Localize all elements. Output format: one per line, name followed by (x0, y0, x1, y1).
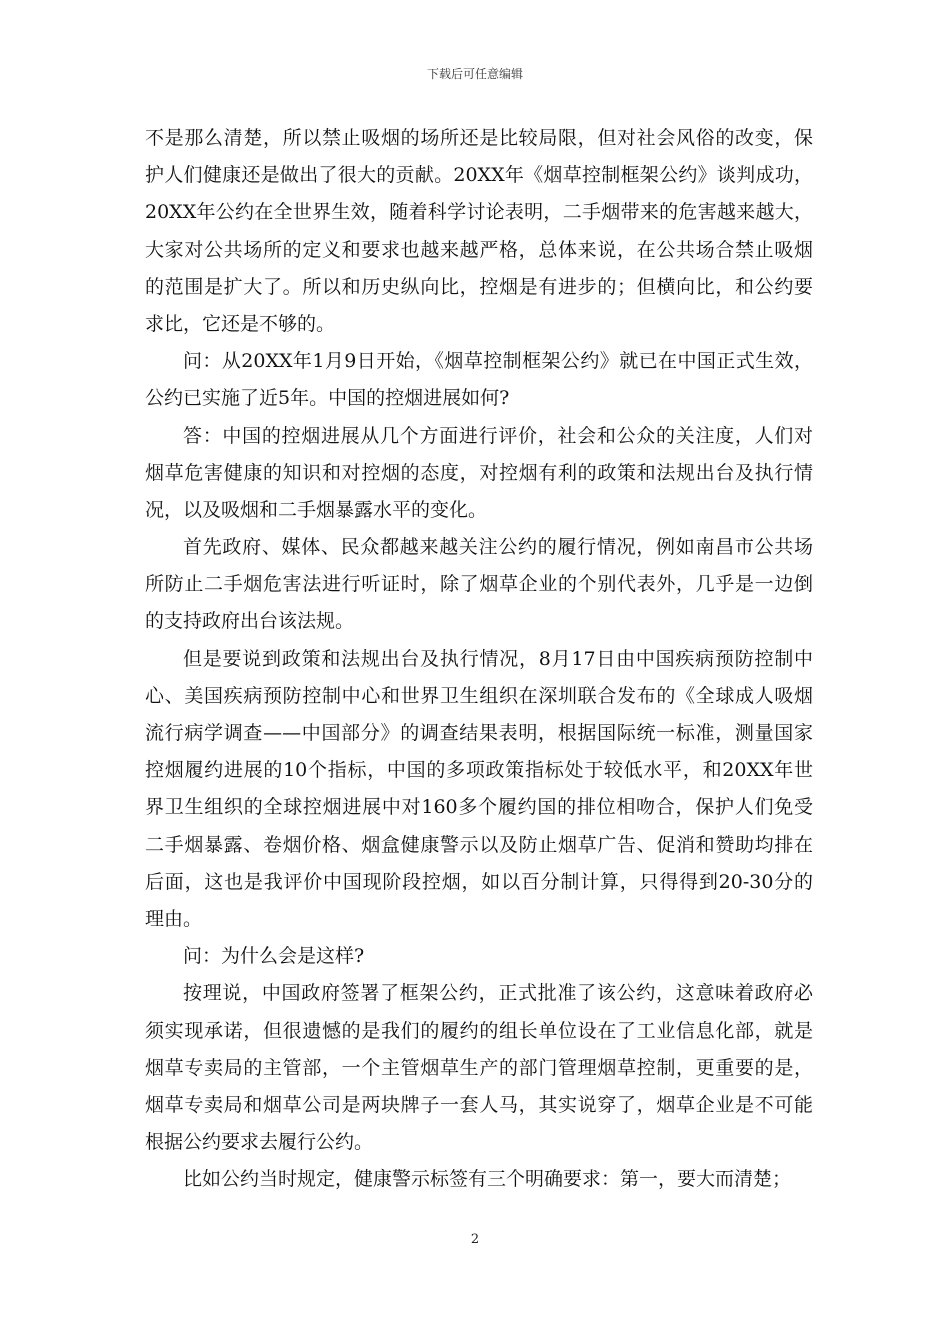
text-line: 烟草危害健康的知识和对控烟的态度，对控烟有利的政策和法规出台及执行情 (145, 461, 813, 484)
text-line: 答：中国的控烟进展从几个方面进行评价，社会和公众的关注度，人们对 (183, 424, 813, 447)
text-line: 求比，它还是不够的。 (145, 312, 336, 335)
text-line: 须实现承诺，但很遗憾的是我们的履约的组长单位设在了工业信息化部，就是 (145, 1019, 813, 1042)
paragraph (145, 529, 813, 641)
paragraph (145, 120, 813, 343)
text-line: 大家对公共场所的定义和要求也越来越严格，总体来说，在公共场合禁止吸烟 (145, 238, 813, 261)
text-line: 心、美国疾病预防控制中心和世界卫生组织在深圳联合发布的《全球成人吸烟 (145, 684, 813, 707)
text-line: 控烟履约进展的10个指标，中国的多项政策指标处于较低水平，和20XX年世 (145, 759, 813, 782)
text-line: 不是那么清楚，所以禁止吸烟的场所还是比较局限，但对社会风俗的改变，保 (145, 127, 813, 149)
text-line: 问：为什么会是这样? (183, 945, 365, 968)
text-line: 按理说，中国政府签署了框架公约，正式批准了该公约，这意味着政府必 (183, 982, 813, 1005)
text-line: 的范围是扩大了。所以和历史纵向比，控烟是有进步的；但横向比，和公约要 (145, 275, 813, 298)
text-line: 二手烟暴露、卷烟价格、烟盒健康警示以及防止烟草广告、促消和赞助均排在 (145, 833, 813, 856)
text-line: 根据公约要求去履行公约。 (145, 1131, 374, 1154)
text-line: 比如公约当时规定，健康警示标签有三个明确要求：第一，要大而清楚； (183, 1168, 792, 1191)
text-line: 后面，这也是我评价中国现阶段控烟，如以百分制计算，只得得到20-30分的 (145, 870, 813, 893)
text-line: 公约已实施了近5年。中国的控烟进展如何? (145, 387, 510, 410)
text-line: 护人们健康还是做出了很大的贡献。20XX年《烟草控制框架公约》谈判成功， (145, 164, 813, 187)
text-line: 流行病学调查——中国部分》的调查结果表明，根据国际统一标准，测量国家 (145, 722, 813, 744)
text-line: 的支持政府出台该法规。 (145, 610, 355, 633)
text-line: 所防止二手烟危害法进行听证时，除了烟草企业的个别代表外，几乎是一边倒 (145, 573, 813, 596)
text-line: 但是要说到政策和法规出台及执行情况，8月17日由中国疾病预防控制中 (183, 647, 813, 670)
text-line: 理由。 (145, 907, 203, 930)
document-body (145, 120, 813, 1198)
text-line: 烟草专卖局和烟草公司是两块牌子一套人马，其实说穿了，烟草企业是不可能 (145, 1093, 813, 1116)
paragraph (145, 343, 813, 417)
page-number: 2 (470, 1232, 480, 1247)
paragraph (145, 641, 813, 939)
text-line: 20XX年公约在全世界生效，随着科学讨论表明，二手烟带来的危害越来越大， (145, 201, 813, 224)
paragraph (145, 1161, 813, 1198)
paragraph (145, 938, 813, 975)
text-line: 界卫生组织的全球控烟进展中对160多个履约国的排位相吻合，保护人们免受 (145, 796, 813, 819)
text-line: 首先政府、媒体、民众都越来越关注公约的履行情况，例如南昌市公共场 (183, 536, 813, 559)
text-line: 问：从20XX年1月9日开始，《烟草控制框架公约》就已在中国正式生效， (183, 350, 813, 373)
paragraph (145, 418, 813, 530)
text-line: 烟草专卖局的主管部，一个主管烟草生产的部门管理烟草控制，更重要的是， (145, 1056, 813, 1079)
page-header: 下载后可任意编辑 (426, 67, 523, 81)
paragraph (145, 975, 813, 1161)
text-line: 况，以及吸烟和二手烟暴露水平的变化。 (145, 498, 488, 521)
